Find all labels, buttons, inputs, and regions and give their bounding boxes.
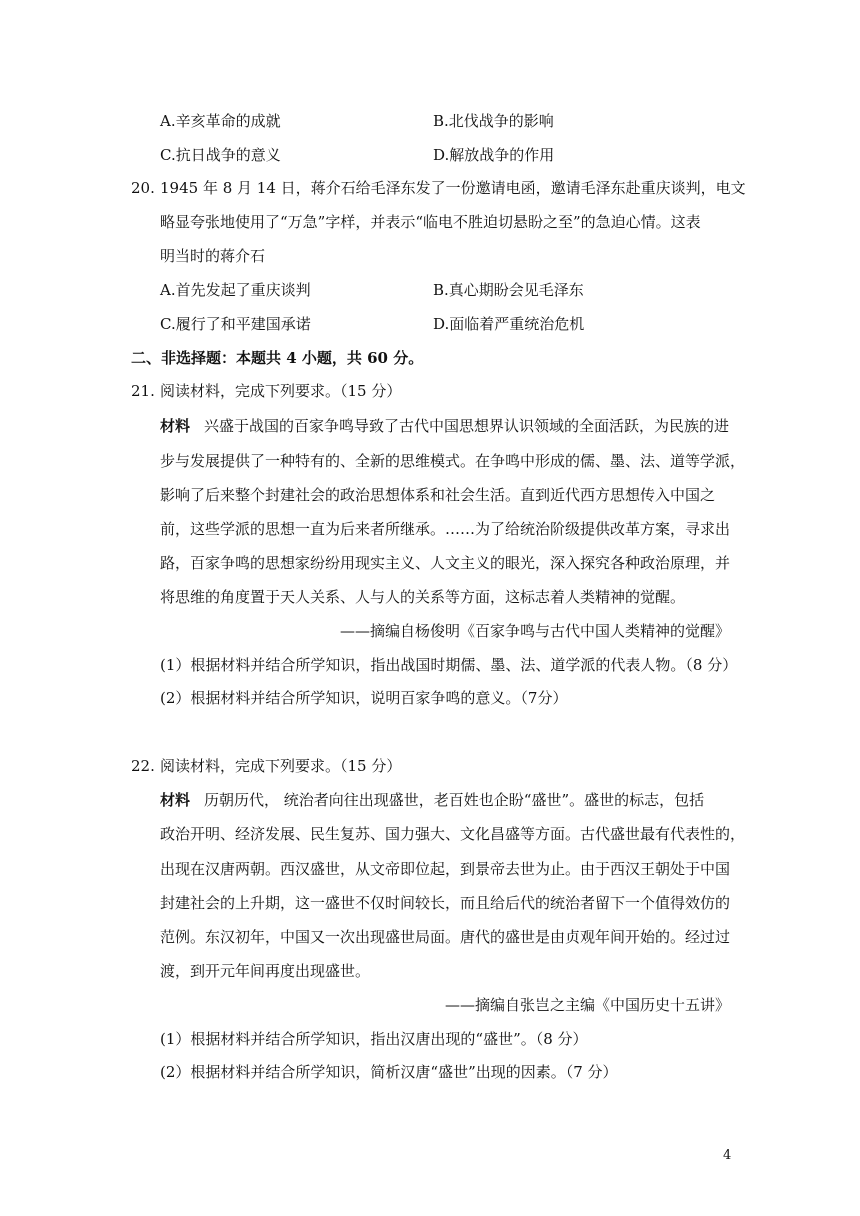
q20-option-b: [433, 280, 584, 300]
option-letter: A.: [160, 281, 176, 299]
q22-material-line-4: 封建社会的上升期，这一盛世不仅时间较长，而且给后代的统治者留下一个值得效仿的: [160, 894, 731, 912]
option-letter: B.: [433, 281, 449, 299]
q21-prompt: 阅读材料，完成下列要求。（15 分）: [160, 382, 402, 400]
q20-option-d: [433, 314, 584, 334]
material-text: 兴盛于战国的百家争鸣导致了古代中国思想界认识领域的全面活跃，为民族的进: [204, 417, 730, 435]
option-text: 解放战争的作用: [449, 146, 555, 164]
q19-option-d: [433, 145, 554, 165]
q21-material-line-4: 前，这些学派的思想一直为后来者所继承。……为了给统治阶级提供改革方案，寻求出: [160, 520, 731, 538]
q20-option-c: [160, 314, 311, 334]
option-letter: B.: [433, 112, 449, 130]
material-text: 历朝历代， 统治者向往出现盛世，老百姓也企盼“盛世”。盛世的标志，包括: [204, 791, 705, 809]
option-text: 履行了和平建国承诺: [175, 315, 311, 333]
q22-number: 22.: [131, 757, 155, 775]
option-text: 北伐战争的影响: [448, 112, 554, 130]
section-title: 二、非选择题：本题共 4 小题，共 60 分。: [131, 349, 424, 367]
option-letter: A.: [160, 112, 176, 130]
q22-source: ——摘编自张岂之主编《中国历史十五讲》: [444, 996, 730, 1014]
q20-stem-line-3: 明当时的蒋介石: [160, 247, 266, 265]
option-text: 辛亥革命的成就: [175, 112, 281, 130]
q22-prompt: 阅读材料，完成下列要求。（15 分）: [160, 757, 402, 775]
q22-sub-1: (1）根据材料并结合所学知识，指出汉唐出现的“盛世”。（8 分）: [160, 1030, 588, 1048]
option-text: 首先发起了重庆谈判: [175, 281, 311, 299]
q22-material-line-1: [160, 790, 704, 810]
q21-material-line-6: 将思维的角度置于天人关系、人与人的关系等方面，这标志着人类精神的觉醒。: [160, 588, 686, 606]
q20-option-a: [160, 280, 311, 300]
q21-sub-1: (1）根据材料并结合所学知识，指出战国时期儒、墨、法、道学派的代表人物。（8 分）: [160, 656, 738, 674]
q19-option-a: [160, 111, 281, 131]
page-number: 4: [723, 1148, 732, 1163]
q21-material-line-2: 步与发展提供了一种特有的、全新的思维模式。在争鸣中形成的儒、墨、法、道等学派，: [160, 452, 746, 470]
q21-material-line-1: [160, 416, 729, 436]
q22-material-line-6: 渡，到开元年间再度出现盛世。: [160, 962, 371, 980]
q21-material-line-3: 影响了后来整个封建社会的政治思想体系和社会生活。直到近代西方思想传入中国之: [160, 486, 716, 504]
option-letter: D.: [433, 315, 450, 333]
option-letter: C.: [160, 146, 176, 164]
option-text: 面临着严重统治危机: [449, 315, 585, 333]
q20-number: 20.: [131, 179, 155, 197]
option-letter: D.: [433, 146, 450, 164]
q22-material-line-3: 出现在汉唐两朝。西汉盛世，从文帝即位起，到景帝去世为止。由于西汉王朝处于中国: [160, 860, 731, 878]
q22-material-line-5: 范例。东汉初年，中国又一次出现盛世局面。唐代的盛世是由贞观年间开始的。经过过: [160, 928, 731, 946]
q21-sub-2: (2）根据材料并结合所学知识，说明百家争鸣的意义。（7分）: [160, 689, 568, 707]
q20-stem-line-2: 略显夸张地使用了“万急”字样，并表示“临电不胜迫切悬盼之至”的急迫心情。这表: [160, 213, 701, 231]
material-label: 材料: [160, 417, 191, 435]
q22-sub-2: (2）根据材料并结合所学知识，简析汉唐“盛世”出现的因素。（7 分）: [160, 1063, 618, 1081]
option-text: 抗日战争的意义: [175, 146, 281, 164]
option-text: 真心期盼会见毛泽东: [448, 281, 584, 299]
q20-stem-line-1: 1945 年 8 月 14 日，蒋介石给毛泽东发了一份邀请电函，邀请毛泽东赴重庆谈判，电文: [160, 179, 746, 197]
q19-option-b: [433, 111, 554, 131]
q21-number: 21.: [131, 382, 155, 400]
q19-option-c: [160, 145, 281, 165]
q21-material-line-5: 路，百家争鸣的思想家纷纷用现实主义、人文主义的眼光，深入探究各种政治原理，并: [160, 554, 731, 572]
q21-source: ——摘编自杨俊明《百家争鸣与古代中国人类精神的觉醒》: [339, 622, 730, 640]
q22-material-line-2: 政治开明、经济发展、民生复苏、国力强大、文化昌盛等方面。古代盛世最有代表性的，: [160, 825, 746, 843]
material-label: 材料: [160, 791, 191, 809]
option-letter: C.: [160, 315, 176, 333]
